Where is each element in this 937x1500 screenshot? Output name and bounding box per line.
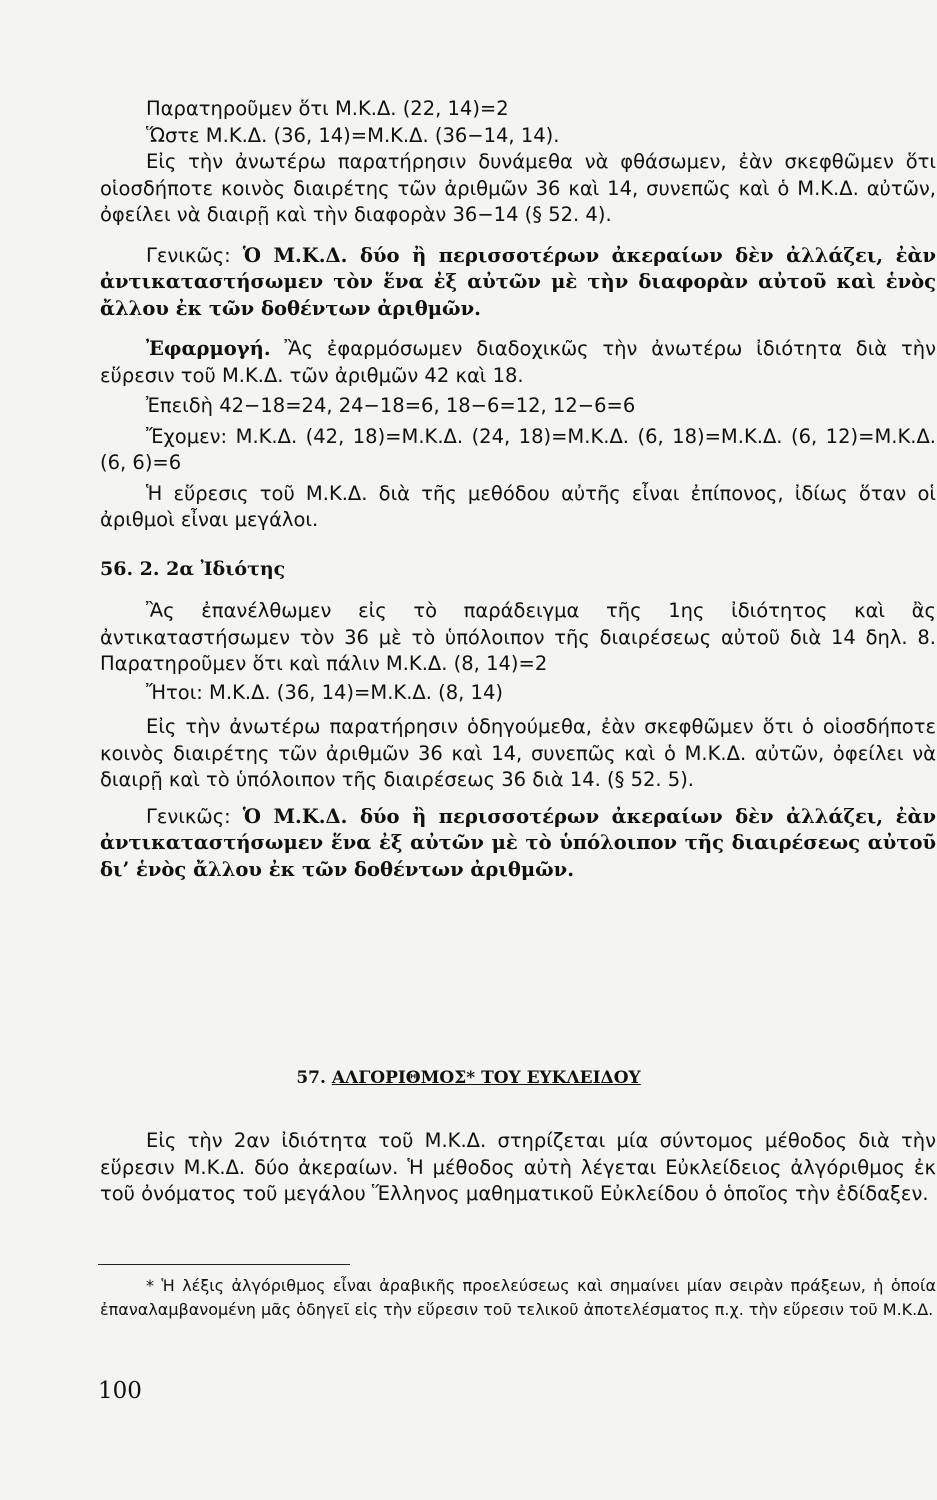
application-label: Ἐφαρμογή. bbox=[146, 337, 271, 360]
paragraph-example-2: Ἂς ἐπανέλθωμεν εἰς τὸ παράδειγμα τῆς 1ης ἰδιότητος καὶ ἂς ἀντικαταστήσωμεν τὸν 36 μὲ τὸ ὑπόλοιπον τῆς διαιρέσεως αὐτοῦ διὰ 14 δηλ. 8. Παρατηροῦμεν ὅτι καὶ πάλιν Μ.Κ.Δ. (8, 14)=2 bbox=[100, 599, 936, 675]
application-paragraph bbox=[100, 336, 936, 389]
paragraph-explanation-1: Εἰς τὴν ἀνωτέρω παρατήρησιν δυνάμεθα νὰ φθάσωμεν, ἐὰν σκεφθῶμεν ὅτι οἱοσδήποτε κοινὸς διαιρέτης τῶν ἀριθμῶν 36 καὶ 14, συνεπῶς καὶ ὁ Μ.Κ.Δ. αὐτῶν, ὀφείλει νὰ διαιρῇ καὶ τὴν διαφορὰν 36−14 (§ 52. 4). bbox=[100, 150, 936, 226]
footnote-divider bbox=[98, 1264, 350, 1265]
general-rule-text: Ὁ Μ.Κ.Δ. δύο ἢ περισσοτέρων ἀκεραίων δὲν ἀλλάζει, ἐὰν ἀντικαταστήσωμεν ἕνα ἐξ αὐτῶν μὲ τὸ ὑπόλοιπον τῆς διαιρέσεως αὐτοῦ δι’ ἑνὸς ἄλλου ἐκ τῶν δοθέντων ἀριθμῶν. bbox=[100, 804, 936, 881]
paragraph-euclid: Εἰς τὴν 2αν ἰδιότητα τοῦ Μ.Κ.Δ. στηρίζεται μία σύντομος μέθοδος διὰ τὴν εὕρεσιν Μ.Κ.Δ. δύο ἀκεραίων. Ἡ μέθοδος αὐτὴ λέγεται Εὐκλείδειος ἀλγόριθμος ἐκ τοῦ ὀνόματος τοῦ μεγάλου Ἕλληνος μαθηματικοῦ Εὐκλείδου ὁ ὁποῖος τὴν ἐδίδαξεν. bbox=[100, 1129, 936, 1205]
general-rule-2 bbox=[100, 804, 936, 884]
general-label: Γενικῶς: bbox=[146, 804, 231, 828]
general-label: Γενικῶς: bbox=[146, 243, 231, 267]
euclid-paragraph-block bbox=[100, 1128, 936, 1208]
section-heading-56-2: 56. 2. 2α Ἰδιότης bbox=[100, 557, 286, 580]
paragraph-explanation-2: Εἰς τὴν ἀνωτέρω παρατήρησιν ὁδηγούμεθα, ἐὰν σκεφθῶμεν ὅτι ὁ οἱοσδήποτε κοινὸς διαιρέτης τῶν ἀριθμῶν 36 καὶ 14, συνεπῶς καὶ ὁ Μ.Κ.Δ. αὐτῶν, ὀφείλει νὰ διαιρῇ καὶ τὸ ὑπόλοιπον τῆς διαιρέσεως 36 διὰ 14. (§ 52. 5). bbox=[100, 715, 936, 791]
application-text: Ἂς ἐφαρμόσωμεν διαδοχικῶς τὴν ἀνωτέρω ἰδιότητα διὰ τὴν εὕρεσιν τοῦ Μ.Κ.Δ. τῶν ἀριθμῶν 42 καὶ 18. bbox=[100, 337, 936, 387]
section-number: 57. bbox=[296, 1068, 326, 1088]
page-number: 100 bbox=[98, 1378, 142, 1404]
since-line: Ἐπειδὴ 42−18=24, 24−18=6, 18−6=12, 12−6=6 bbox=[146, 394, 636, 417]
footnote-text: * Ἡ λέξις ἀλγόριθμος εἶναι ἀραβικῆς προελεύσεως καὶ σημαίνει μίαν σειρὰν πράξεων, ἡ ὁποία ἐπαναλαμβανομένη μᾶς ὁδηγεῖ εἰς τὴν εὕρεσιν τοῦ τελικοῦ ἀποτελέσματος π.χ. τὴν εὕρεσιν τοῦ Μ.Κ.Δ. bbox=[100, 1276, 936, 1319]
observation-line: Παρατηροῦμεν ὅτι Μ.Κ.Δ. (22, 14)=2 bbox=[146, 97, 509, 120]
section-title: ΑΛΓΟΡΙΘΜΟΣ* ΤΟΥ ΕΥΚΛΕΙΔΟΥ bbox=[331, 1068, 641, 1088]
main-text-block bbox=[100, 96, 936, 883]
section-heading-57 bbox=[0, 1068, 937, 1088]
general-rule-1 bbox=[100, 243, 936, 323]
therefore-line: Ὥστε Μ.Κ.Δ. (36, 14)=Μ.Κ.Δ. (36−14, 14). bbox=[146, 123, 560, 147]
footnote bbox=[100, 1274, 936, 1322]
general-rule-text: Ὁ Μ.Κ.Δ. δύο ἢ περισσοτέρων ἀκεραίων δὲν ἀλλάζει, ἐὰν ἀντικαταστήσωμεν τὸν ἕνα ἐξ αὐτῶν μὲ τὴν διαφορὰν αὐτοῦ καὶ ἑνὸς ἄλλου ἐκ τῶν δοθέντων ἀριθμῶν. bbox=[100, 243, 936, 320]
ie-line: Ἤτοι: Μ.Κ.Δ. (36, 14)=Μ.Κ.Δ. (8, 14) bbox=[146, 680, 503, 704]
have-line: Ἔχομεν: Μ.Κ.Δ. (42, 18)=Μ.Κ.Δ. (24, 18)=Μ.Κ.Δ. (6, 18)=Μ.Κ.Δ. (6, 12)=Μ.Κ.Δ. (6, 6)=6 bbox=[100, 424, 936, 474]
method-remark: Ἡ εὕρεσις τοῦ Μ.Κ.Δ. διὰ τῆς μεθόδου αὐτῆς εἶναι ἐπίπονος, ἰδίως ὅταν οἱ ἀριθμοὶ εἶναι μεγάλοι. bbox=[100, 481, 936, 531]
